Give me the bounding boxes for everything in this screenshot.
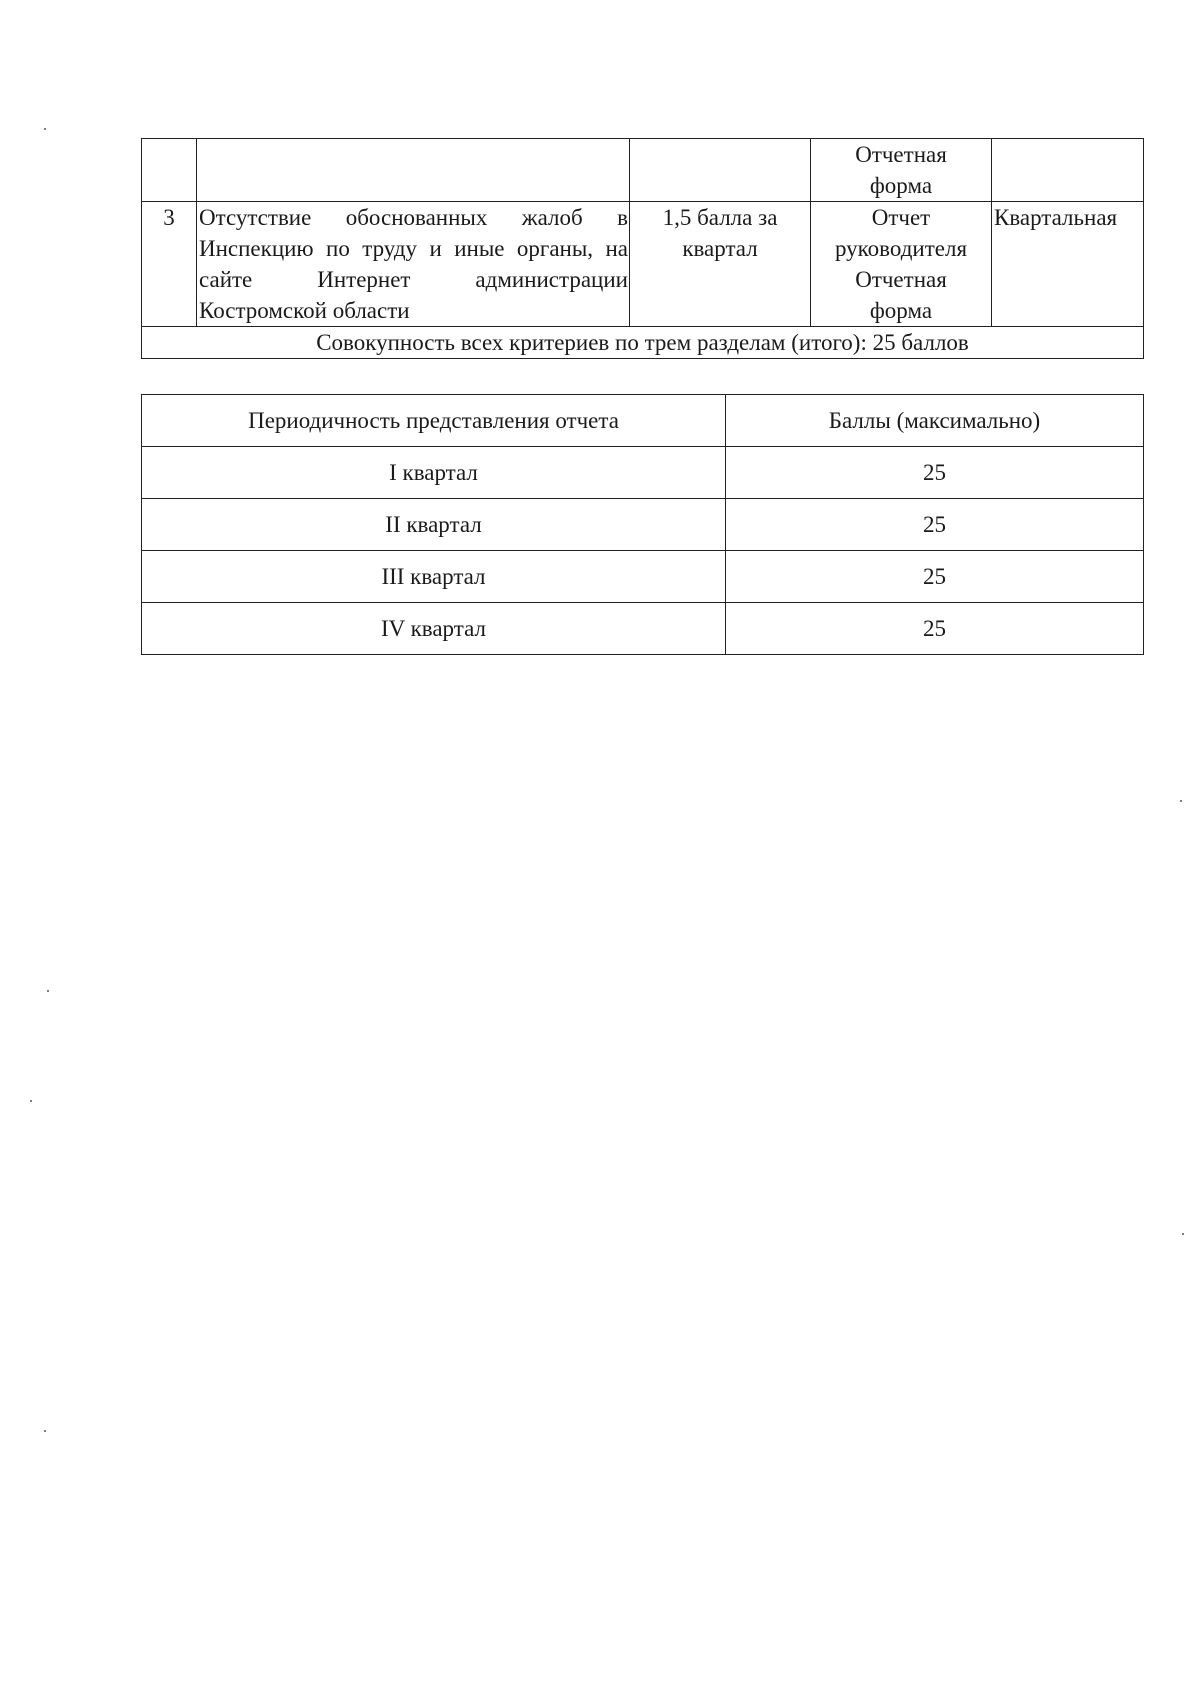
points-line: квартал — [682, 236, 758, 261]
scan-speck — [44, 128, 46, 130]
table-header-row — [142, 395, 1144, 447]
source-line: форма — [869, 298, 933, 323]
period-cell: IV квартал — [142, 603, 726, 655]
criterion-number-cell: 3 — [142, 202, 197, 327]
criterion-points-cell — [630, 139, 811, 202]
points-cell: 25 — [726, 499, 1144, 551]
table-row — [142, 499, 1144, 551]
points-cell: 25 — [726, 551, 1144, 603]
scan-speck — [30, 1100, 32, 1102]
points-cell: 25 — [726, 447, 1144, 499]
criterion-periodicity-cell: Квартальная — [992, 202, 1144, 327]
source-line: форма — [869, 173, 933, 198]
period-cell: I квартал — [142, 447, 726, 499]
period-points-table — [141, 394, 1144, 655]
source-line: Отчетная — [855, 267, 947, 292]
table-row — [142, 447, 1144, 499]
column-header-max-points: Баллы (максимально) — [726, 395, 1144, 447]
scan-speck — [1180, 800, 1182, 802]
table-row — [142, 202, 1144, 327]
scan-speck — [44, 1430, 46, 1432]
criterion-points-cell — [630, 202, 811, 327]
criterion-periodicity-cell — [992, 139, 1144, 202]
criteria-table — [141, 138, 1144, 359]
total-points-cell: Совокупность всех критериев по трем разделам (итого): 25 баллов — [142, 327, 1144, 359]
scan-speck — [1182, 1233, 1184, 1235]
source-line: руководителя — [834, 236, 968, 261]
table-row — [142, 139, 1144, 202]
table-row — [142, 603, 1144, 655]
source-line: Отчет — [871, 205, 931, 230]
criterion-description-cell — [197, 139, 630, 202]
table-row — [142, 551, 1144, 603]
points-line: 1,5 балла за — [662, 205, 778, 230]
table-row-total — [142, 327, 1144, 359]
column-header-periodicity: Периодичность представления отчета — [142, 395, 726, 447]
period-cell: III квартал — [142, 551, 726, 603]
points-cell: 25 — [726, 603, 1144, 655]
criterion-source-cell — [811, 202, 992, 327]
source-line: Отчетная — [855, 142, 947, 167]
period-cell: II квартал — [142, 499, 726, 551]
criterion-description-cell: Отсутствие обоснованных жалоб в Инспекцию по труду и иные органы, на сайте Интернет администрации Костромской области — [197, 202, 630, 327]
criterion-source-cell — [811, 139, 992, 202]
criterion-number-cell — [142, 139, 197, 202]
scan-speck — [47, 990, 49, 992]
